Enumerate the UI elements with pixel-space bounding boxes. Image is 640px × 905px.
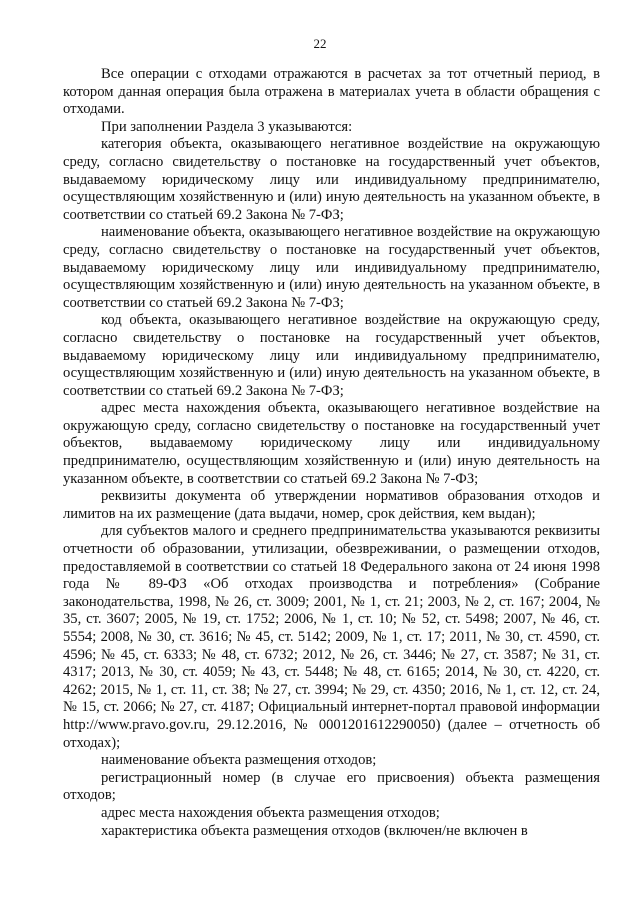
document-body xyxy=(63,66,600,840)
paragraph-disposal-site-characteristics: характеристика объекта размещения отходов (включен/не включен в xyxy=(101,822,528,839)
paragraph-object-address: адрес места нахождения объекта, оказывающего негативное воздействие на окружающую среду, согласно свидетельству о постановке на государственный учет объектов, выдаваемому юридическому лицу или индивидуальному предпринимателю, осуществляющим хозяйственную и (или) иную деятельность на указанном объекте, в соответствии со статьей 69.2 Закона № 7-ФЗ; xyxy=(63,400,600,487)
paragraph-disposal-site-registration: регистрационный номер (в случае его присвоения) объекта размещения отходов; xyxy=(63,769,600,804)
page-number: 22 xyxy=(313,36,327,51)
paragraph-object-name: наименование объекта, оказывающего негативное воздействие на окружающую среду, согласно свидетельству о постановке на государственный учет объектов, выдаваемому юридическому лицу или индивидуальному предпринимателю, осуществляющим хозяйственную и (или) иную деятельность на указанном объекте, в соответствии со статьей 69.2 Закона № 7-ФЗ; xyxy=(63,224,600,311)
paragraph-disposal-site-name: наименование объекта размещения отходов; xyxy=(101,752,377,769)
paragraph-normative-document: реквизиты документа об утверждении нормативов образования отходов и лимитов на их размещение (дата выдачи, номер, срок действия, кем выдан); xyxy=(63,488,600,522)
paragraph-section3-intro: При заполнении Раздела 3 указываются: xyxy=(101,118,353,135)
paragraph-sme-reporting: для субъектов малого и среднего предпринимательства указываются реквизиты отчетности об образовании, утилизации, обезвреживании, о размещении отходов, предоставляемой в соответствии со статьей 18 Федерального закона от 24 июня 1998 года № 89-ФЗ «Об отходах производства и потребления» (Собрание законодательства, 1998, № 26, ст. 3009; 2001, № 1, ст. 21; 2003, № 2, ст. 167; 2004, № 35, ст. 3607; 2005, № 19, ст. 1752; 2006, № 1, ст. 10; № 52, ст. 5498; 2007, № 46, ст. 5554; 2008, № 30, ст. 3616; № 45, ст. 5142; 2009, № 1, ст. 17; 2011, № 30, ст. 4590, ст. 4596; № 45, ст. 6333; № 48, ст. 6732; 2012, № 26, ст. 3446; № 27, ст. 3587; № 31, ст. 4317; 2013, № 30, ст. 4059; № 43, ст. 5448; № 48, ст. 6165; 2014, № 30, ст. 4220, ст. 4262; 2015, № 1, ст. 11, ст. 38; № 27, ст. 3994; № 29, ст. 4350; 2016, № 1, ст. 12, ст. 24, № 15, ст. 2066; № 27, ст. 4187; Официальный интернет-портал правовой информации http://www.pravo.gov.ru, 29.12.2016, № 0001201612290050) (далее – отчетность об отходах); xyxy=(63,523,600,751)
paragraph-disposal-site-address: адрес места нахождения объекта размещения отходов; xyxy=(101,804,440,821)
paragraph-object-category: категория объекта, оказывающего негативное воздействие на окружающую среду, согласно свидетельству о постановке на государственный учет объектов, выдаваемому юридическому лицу или индивидуальному предпринимателю, осуществляющим хозяйственную и (или) иную деятельность на указанном объекте, в соответствии со статьей 69.2 Закона № 7-ФЗ; xyxy=(63,136,600,223)
paragraph-operations-reporting: Все операции с отходами отражаются в расчетах за тот отчетный период, в котором данная операция была отражена в материалах учета в области обращения с отходами. xyxy=(63,66,600,118)
paragraph-object-code: код объекта, оказывающего негативное воздействие на окружающую среду, согласно свидетельству о постановке на государственный учет объектов, выдаваемому юридическому лицу или индивидуальному предпринимателю, осуществляющим хозяйственную и (или) иную деятельность на указанном объекте, в соответствии со статьей 69.2 Закона № 7-ФЗ; xyxy=(63,312,600,399)
